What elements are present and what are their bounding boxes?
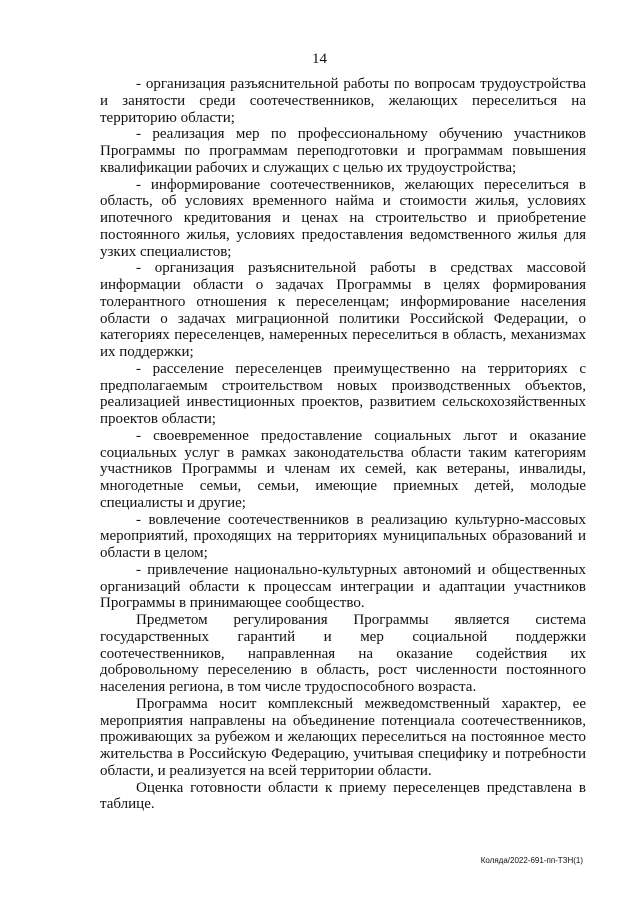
document-footer-code: Колядa/2022-691-пп-ТЗН(1) bbox=[480, 856, 583, 865]
paragraph-regulation-subject: Предметом регулирования Программы является система государственных гарантий и мер социальной поддержки соотечественников, направленная на оказание содействия их добровольному переселению в область, рост численности постоянного населения региона, в том числе трудоспособного возраста. bbox=[100, 612, 586, 695]
document-body bbox=[100, 76, 586, 813]
paragraph-program-character: Программа носит комплексный межведомственный характер, ее мероприятия направлены на объединение потенциала соотечественников, проживающих за рубежом и желающих переселиться на постоянное место жительства в Российскую Федерацию, учитывая специфику и потребности области, и реализуется на всей территории области. bbox=[100, 695, 586, 779]
paragraph-professional-training: - реализация мер по профессиональному обучению участников Программы по программам переподготовки и программам повышения квалификации рабочих и служащих с целью их трудоустройства; bbox=[100, 126, 586, 176]
paragraph-job-placement-outreach: - организация разъяснительной работы по вопросам трудоустройства и занятости среди соотечественников, желающих переселиться на территорию области; bbox=[100, 76, 586, 126]
paragraph-cultural-events: - вовлечение соотечественников в реализацию культурно-массовых мероприятий, проходящих на территориях муниципальных образований и области в целом; bbox=[100, 511, 586, 561]
paragraph-social-benefits: - своевременное предоставление социальных льгот и оказание социальных услуг в рамках законодательства области таким категориям участников Программы и членам их семей, как ветераны, инвалиды, многодетные семьи, семьи, имеющие приемных детей, молодые специалисты и другие; bbox=[100, 427, 586, 511]
paragraph-housing-information: - информирование соотечественников, желающих переселиться в область, об условиях временного найма и стоимости жилья, условиях ипотечного кредитования и ценах на строительство и приобретение постоянного жилья, условиях предоставления ведомственного жилья для узких специалистов; bbox=[100, 176, 586, 260]
page-number: 14 bbox=[312, 51, 327, 67]
paragraph-media-outreach: - организация разъяснительной работы в средствах массовой информации области о задачах Программы в целях формирования толерантного отношения к переселенцам; информирование населения области о задачах миграционной политики Российской Федерации, о категориях переселенцев, намеренных переселиться в область, механизмах их поддержки; bbox=[100, 260, 586, 360]
paragraph-resettlement-areas: - расселение переселенцев преимущественно на территориях с предполагаемым строительством новых производственных объектов, реализацией инвестиционных проектов, развитием сельскохозяйственных проектов области; bbox=[100, 360, 586, 427]
paragraph-readiness-assessment: Оценка готовности области к приему переселенцев представлена в таблице. bbox=[100, 779, 586, 813]
paragraph-ngo-involvement: - привлечение национально-культурных автономий и общественных организаций области к процессам интеграции и адаптации участников Программы в принимающее сообщество. bbox=[100, 561, 586, 612]
